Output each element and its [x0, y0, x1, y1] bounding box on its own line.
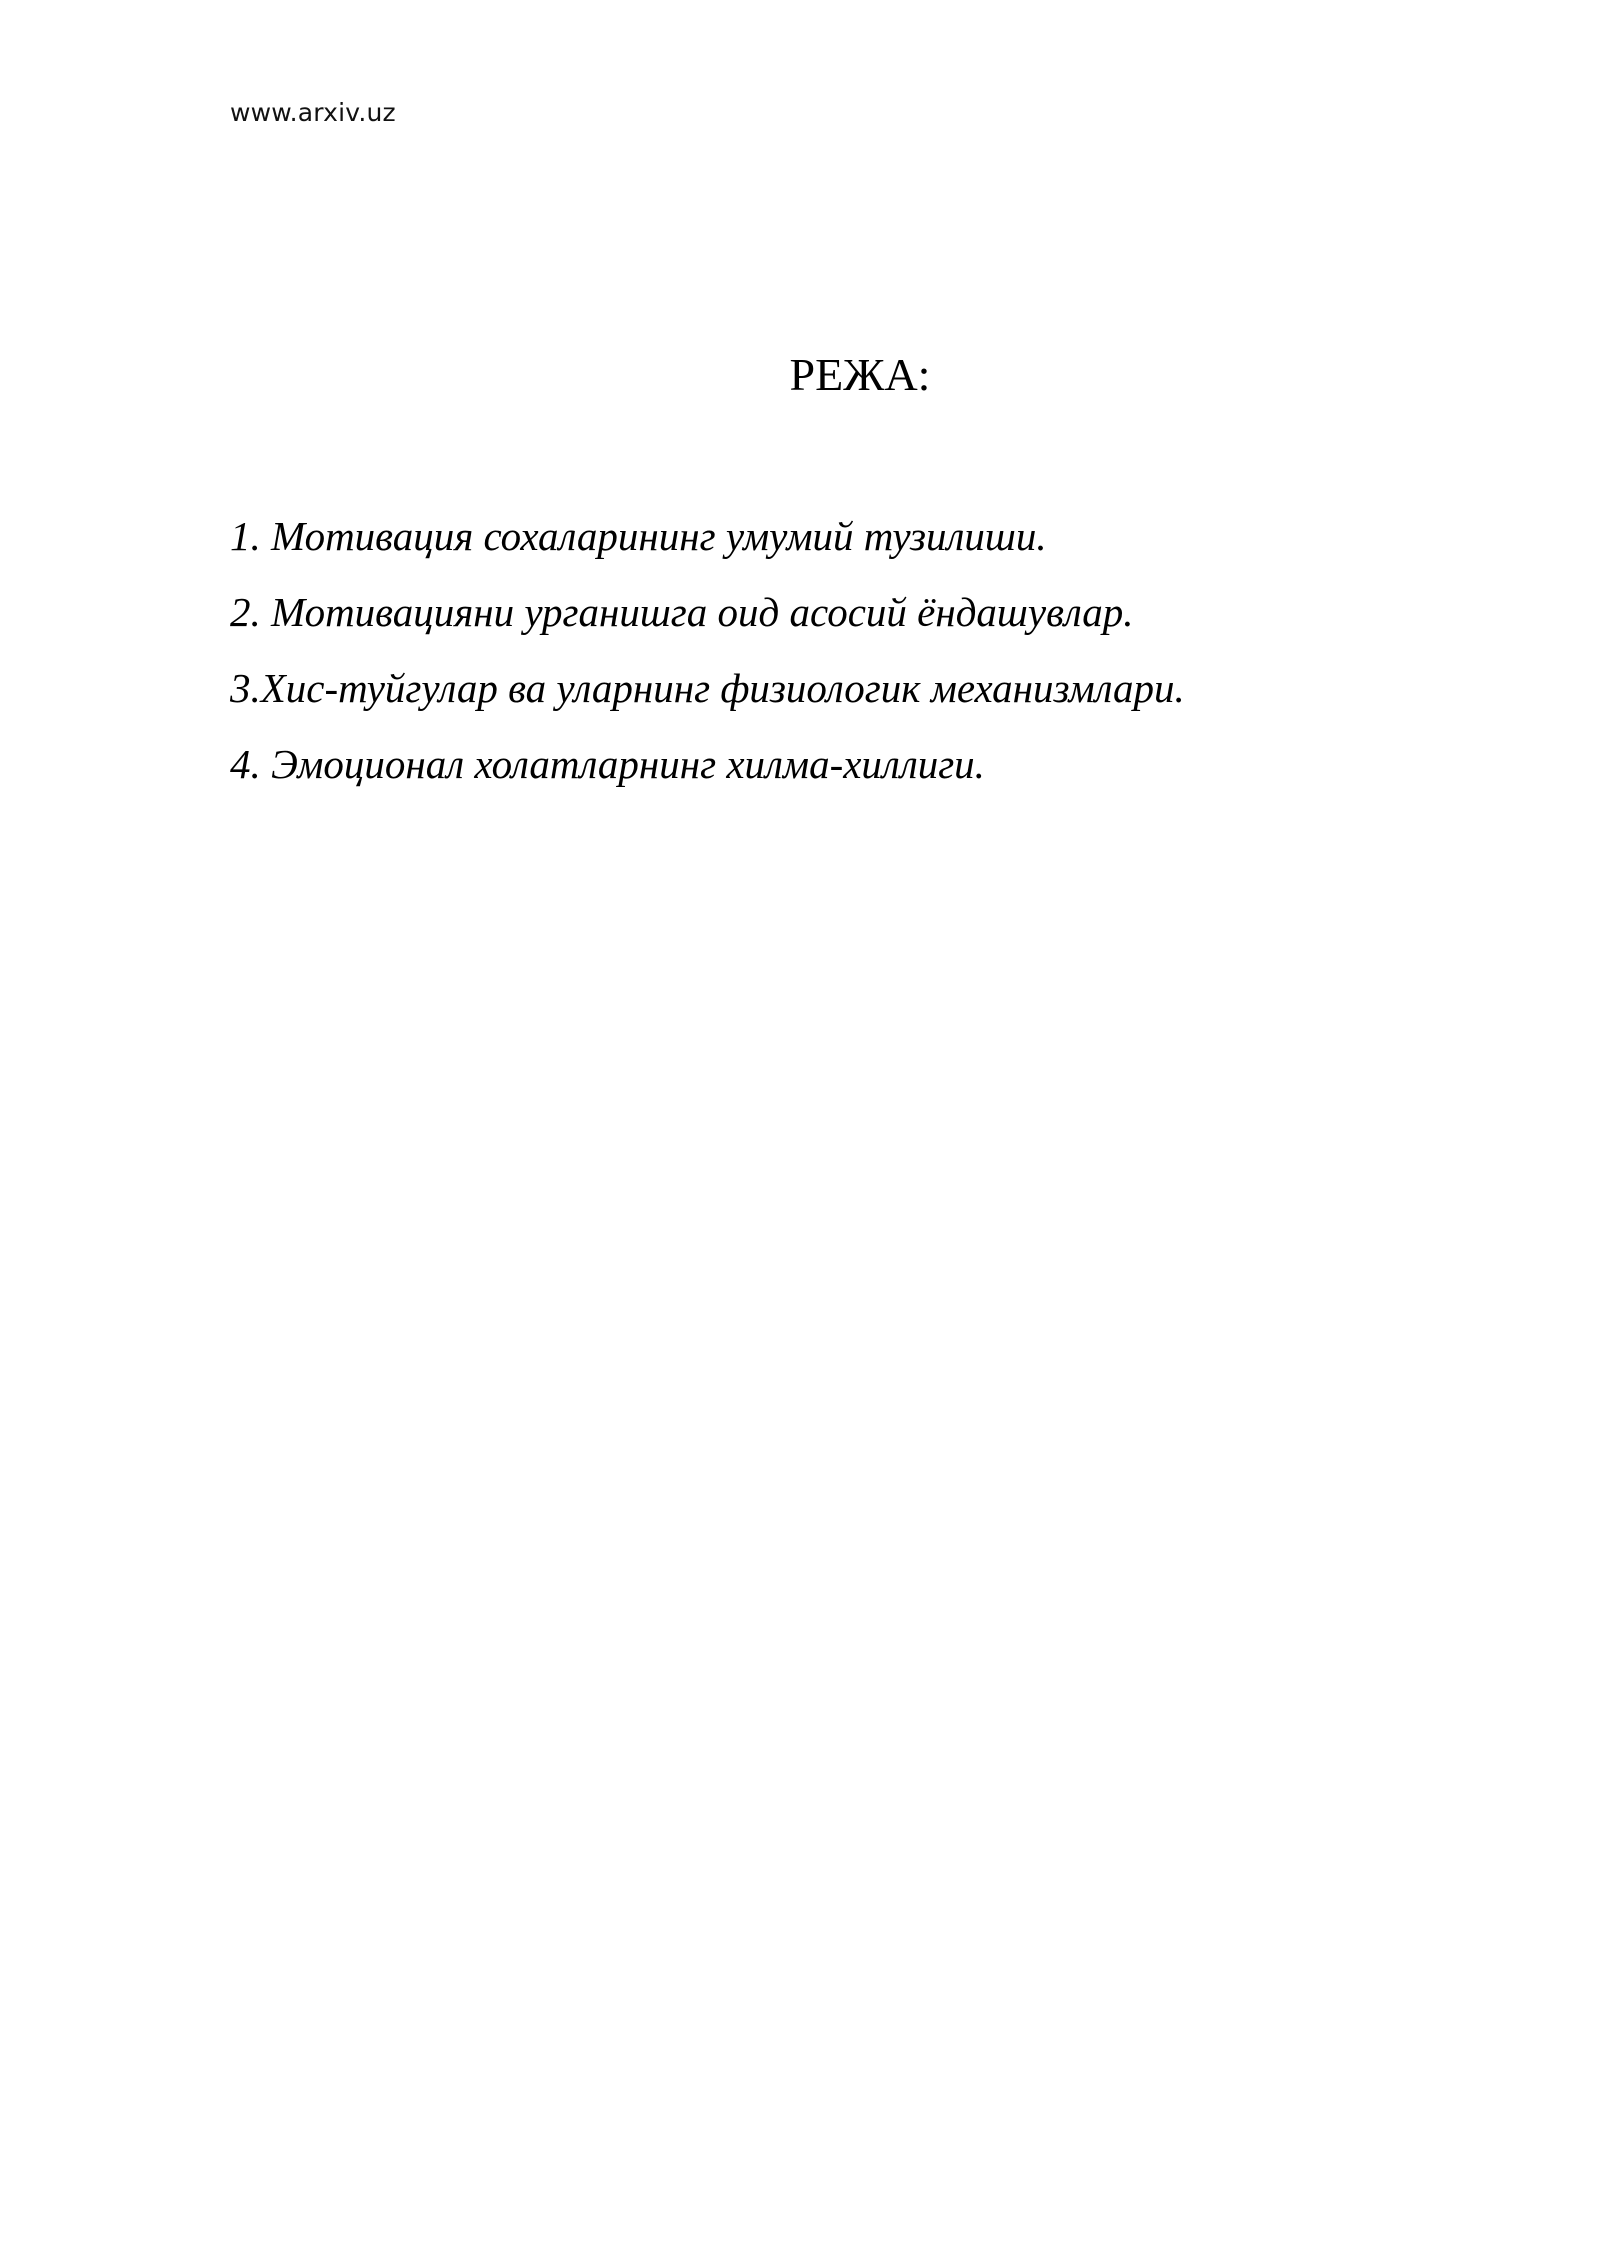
plan-list: [230, 498, 1185, 802]
plan-item-2: 2. Мотивацияни урганишга оид асосий ёндашувлар.: [230, 589, 1134, 635]
plan-item-1: 1. Мотивация сохаларининг умумий тузилиши.: [230, 513, 1047, 559]
plan-item-3: 3.Хис-туйгулар ва уларнинг физиологик механизмлари.: [230, 665, 1185, 711]
page-title: РЕЖА:: [789, 349, 931, 400]
header-site-url: www.arxiv.uz: [230, 98, 396, 127]
plan-item-4: 4. Эмоционал холатларнинг хилма-хиллиги.: [230, 741, 985, 787]
